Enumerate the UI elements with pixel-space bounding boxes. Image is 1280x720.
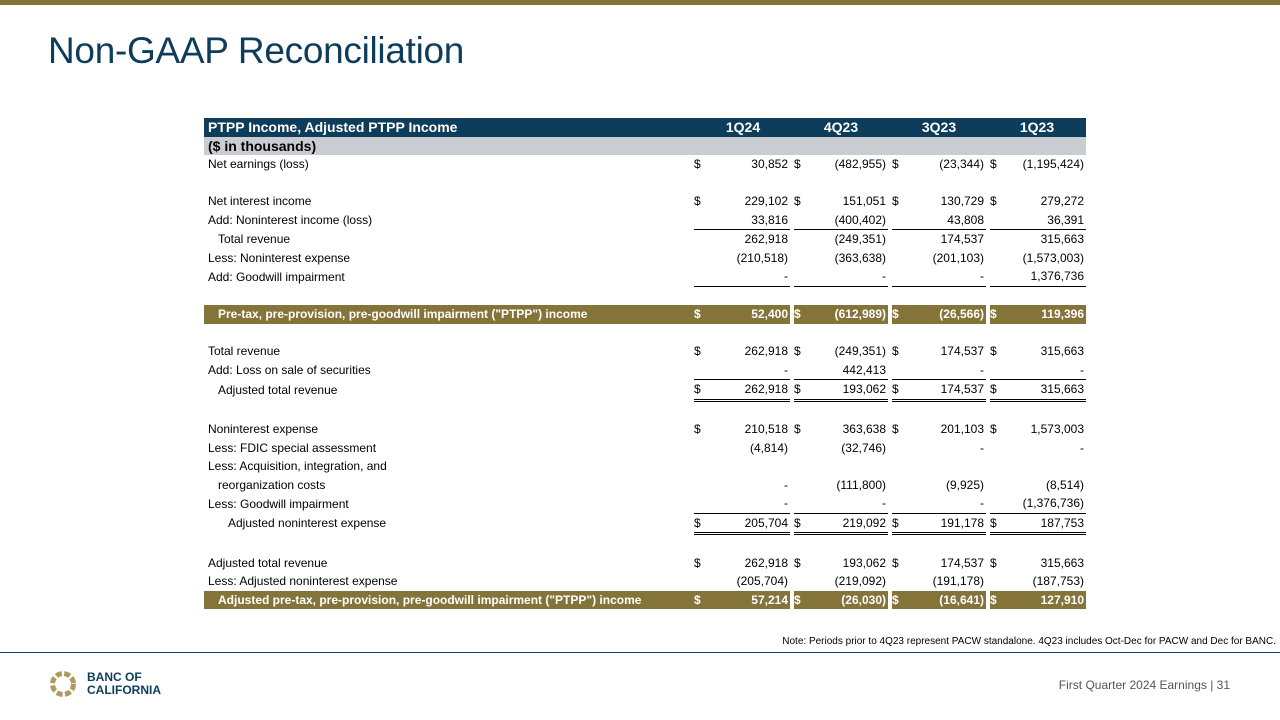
value-cell: -	[900, 361, 988, 380]
value-cell: 363,638	[802, 420, 890, 439]
value-cell: 57,214	[704, 591, 792, 610]
currency-sign	[890, 267, 900, 286]
row-label: Adjusted pre-tax, pre-provision, pre-goodwill impairment ("PTPP") income	[204, 591, 694, 610]
table-row	[204, 155, 1086, 174]
value-cell: -	[900, 494, 988, 513]
row-label: reorganization costs	[218, 477, 326, 492]
value-cell: (111,800)	[802, 476, 890, 495]
currency-sign: $	[694, 157, 701, 172]
value-cell: (482,955)	[802, 155, 890, 174]
currency-sign	[988, 457, 998, 476]
logo-line-1: BANC OF	[87, 670, 142, 684]
value-cell	[900, 457, 988, 476]
row-label: Less: Noninterest expense	[208, 250, 351, 265]
value-cell: (363,638)	[802, 249, 890, 268]
currency-sign	[890, 457, 900, 476]
period-header: 1Q24	[694, 118, 792, 137]
currency-sign	[988, 249, 998, 268]
value-cell: 187,753	[998, 513, 1086, 534]
table-row	[204, 476, 1086, 495]
currency-sign	[890, 572, 900, 591]
value-cell: (1,195,424)	[1022, 157, 1084, 172]
currency-sign	[792, 211, 802, 230]
logo-line-2: CALIFORNIA	[87, 683, 161, 697]
value-cell: (201,103)	[900, 249, 988, 268]
currency-sign	[890, 361, 900, 380]
value-cell: 174,537	[900, 554, 988, 573]
currency-sign: $	[892, 555, 899, 570]
value-cell: -	[802, 267, 890, 286]
value-cell: (8,514)	[1045, 477, 1084, 492]
value-cell: -	[704, 361, 792, 380]
currency-sign: $	[794, 194, 801, 209]
value-cell: (9,925)	[900, 476, 988, 495]
value-cell: 1,376,736	[998, 267, 1086, 286]
currency-sign	[694, 230, 704, 249]
value-cell: 119,396	[998, 305, 1086, 324]
row-label: Adjusted total revenue	[208, 555, 328, 570]
currency-sign: $	[794, 422, 801, 437]
currency-sign	[988, 439, 998, 458]
value-cell: 262,918	[704, 380, 792, 401]
currency-sign	[694, 249, 704, 268]
currency-sign	[988, 267, 998, 286]
value-cell: 174,537	[900, 380, 988, 401]
currency-sign: $	[694, 305, 704, 324]
table-row	[204, 249, 1086, 268]
value-cell: -	[900, 439, 988, 458]
currency-sign: $	[892, 422, 899, 437]
table-row	[204, 513, 1086, 534]
row-label: Less: FDIC special assessment	[208, 440, 377, 455]
row-label: Total revenue	[208, 344, 281, 359]
value-cell	[704, 457, 792, 476]
table-subheader-row	[204, 137, 1086, 156]
period-header: 1Q23	[988, 118, 1086, 137]
value-cell: (1,376,736)	[998, 494, 1086, 513]
value-cell: 201,103	[900, 420, 988, 439]
currency-sign	[694, 211, 704, 230]
currency-sign: $	[694, 344, 701, 359]
value-cell: -	[704, 476, 792, 495]
value-cell: (1,573,003)	[1022, 250, 1084, 265]
currency-sign	[792, 457, 802, 476]
spacer-row	[204, 324, 1086, 343]
value-cell: (210,518)	[704, 249, 792, 268]
currency-sign: $	[794, 555, 801, 570]
value-cell: 315,663	[1040, 232, 1084, 247]
table-row	[204, 380, 1086, 401]
value-cell: (32,746)	[802, 439, 890, 458]
value-cell: 262,918	[704, 342, 792, 361]
value-cell: (249,351)	[802, 342, 890, 361]
table-row	[204, 192, 1086, 211]
currency-sign	[694, 457, 704, 476]
table-header-label: PTPP Income, Adjusted PTPP Income	[204, 118, 694, 137]
currency-sign	[792, 439, 802, 458]
table-row	[204, 457, 1086, 476]
table-row	[204, 554, 1086, 573]
currency-sign: $	[694, 194, 701, 209]
currency-sign	[792, 361, 802, 380]
row-label: Total revenue	[218, 232, 291, 246]
row-label: Net interest income	[208, 194, 312, 209]
value-cell: 205,704	[704, 513, 792, 534]
table-row	[204, 267, 1086, 286]
row-label: Adjusted total revenue	[218, 382, 338, 397]
currency-sign: $	[988, 380, 998, 401]
currency-sign	[988, 572, 998, 591]
table-row	[204, 230, 1086, 249]
table-row	[204, 494, 1086, 513]
currency-sign	[890, 439, 900, 458]
value-cell: -	[704, 494, 792, 513]
currency-sign: $	[988, 591, 998, 610]
page-title: Non-GAAP Reconciliation	[48, 30, 465, 71]
value-cell: 219,092	[802, 513, 890, 534]
currency-sign	[890, 249, 900, 268]
spacer-row	[204, 400, 1086, 420]
currency-sign: $	[792, 591, 802, 610]
row-label: Less: Acquisition, integration, and	[208, 459, 387, 474]
row-label: Add: Loss on sale of securities	[208, 363, 371, 377]
value-cell: 30,852	[704, 155, 792, 174]
value-cell	[998, 457, 1086, 476]
value-cell: (4,814)	[704, 439, 792, 458]
value-cell: -	[900, 267, 988, 286]
currency-sign	[890, 476, 900, 495]
value-cell: (26,566)	[900, 305, 988, 324]
currency-sign	[694, 439, 704, 458]
currency-sign: $	[792, 380, 802, 401]
period-header: 4Q23	[792, 118, 890, 137]
spacer-row	[204, 534, 1086, 554]
currency-sign	[988, 476, 998, 495]
currency-sign	[792, 494, 802, 513]
table-row	[204, 211, 1086, 230]
banc-logo-icon	[48, 669, 78, 699]
value-cell: 33,816	[704, 211, 792, 230]
currency-sign: $	[990, 194, 997, 209]
table-row	[204, 439, 1086, 458]
currency-sign: $	[892, 194, 899, 209]
value-cell: -	[998, 361, 1086, 380]
value-cell: 174,537	[900, 230, 988, 249]
logo-wordmark	[87, 671, 161, 697]
currency-sign	[988, 211, 998, 230]
value-cell: (187,753)	[1032, 574, 1084, 589]
value-cell: 262,918	[704, 554, 792, 573]
value-cell: 315,663	[1040, 555, 1084, 570]
footer-divider	[0, 652, 1280, 653]
row-label: Add: Goodwill impairment	[208, 269, 345, 284]
value-cell: 174,537	[900, 342, 988, 361]
value-cell: 279,272	[1040, 194, 1084, 209]
row-label: Noninterest expense	[208, 422, 319, 437]
currency-sign: $	[890, 305, 900, 324]
currency-sign: $	[694, 591, 704, 610]
currency-sign	[988, 230, 998, 249]
value-cell: (612,989)	[802, 305, 890, 324]
currency-sign	[694, 494, 704, 513]
spacer-row	[204, 286, 1086, 305]
page-footer: First Quarter 2024 Earnings | 31	[1058, 678, 1230, 692]
row-label: Net earnings (loss)	[208, 157, 309, 172]
value-cell: 193,062	[802, 554, 890, 573]
currency-sign: $	[892, 344, 899, 359]
currency-sign: $	[694, 422, 701, 437]
value-cell: 130,729	[900, 192, 988, 211]
row-label: Less: Adjusted noninterest expense	[208, 574, 398, 589]
value-cell: -	[802, 494, 890, 513]
currency-sign: $	[990, 422, 997, 437]
currency-sign	[988, 494, 998, 513]
value-cell: (191,178)	[900, 572, 988, 591]
value-cell: 193,062	[802, 380, 890, 401]
value-cell: 36,391	[998, 211, 1086, 230]
value-cell: 229,102	[704, 192, 792, 211]
row-label: Adjusted noninterest expense	[228, 516, 387, 531]
currency-sign: $	[988, 305, 998, 324]
value-cell: (249,351)	[802, 230, 890, 249]
value-cell: (219,092)	[802, 572, 890, 591]
value-cell: 127,910	[998, 591, 1086, 610]
currency-sign	[792, 572, 802, 591]
currency-sign: $	[694, 555, 701, 570]
currency-sign: $	[890, 591, 900, 610]
value-cell: 315,663	[1040, 344, 1084, 359]
spacer-row	[204, 174, 1086, 193]
value-cell: 191,178	[900, 513, 988, 534]
currency-sign	[792, 249, 802, 268]
table-row	[204, 342, 1086, 361]
currency-sign	[890, 211, 900, 230]
period-header: 3Q23	[890, 118, 988, 137]
top-accent-bar	[0, 0, 1280, 5]
currency-sign	[694, 476, 704, 495]
value-cell: -	[1080, 440, 1084, 455]
currency-sign: $	[990, 555, 997, 570]
value-cell: 43,808	[900, 211, 988, 230]
currency-sign: $	[792, 513, 802, 534]
currency-sign	[988, 361, 998, 380]
currency-sign: $	[892, 157, 899, 172]
value-cell	[802, 457, 890, 476]
footnote: Note: Periods prior to 4Q23 represent PACW standalone. 4Q23 includes Oct-Dec for PACW and Dec for BANC.	[782, 636, 1276, 647]
row-label: Add: Noninterest income (loss)	[208, 213, 373, 227]
table-row	[204, 420, 1086, 439]
value-cell: 210,518	[704, 420, 792, 439]
currency-sign: $	[694, 380, 704, 401]
value-cell: (16,641)	[900, 591, 988, 610]
value-cell: 1,573,003	[1030, 422, 1084, 437]
value-cell: (26,030)	[802, 591, 890, 610]
currency-sign: $	[990, 344, 997, 359]
currency-sign: $	[890, 513, 900, 534]
value-cell: 52,400	[704, 305, 792, 324]
table-row	[204, 361, 1086, 380]
currency-sign	[694, 572, 704, 591]
currency-sign	[890, 494, 900, 513]
reconciliation-table	[204, 118, 1086, 609]
currency-sign	[792, 267, 802, 286]
value-cell: -	[704, 267, 792, 286]
value-cell: (205,704)	[704, 572, 792, 591]
value-cell: 151,051	[802, 192, 890, 211]
table-header-row	[204, 118, 1086, 137]
currency-sign	[792, 476, 802, 495]
row-label: Less: Goodwill impairment	[208, 496, 349, 511]
currency-sign: $	[794, 157, 801, 172]
ptpp-income-row	[204, 305, 1086, 324]
currency-sign: $	[988, 513, 998, 534]
currency-sign	[890, 230, 900, 249]
row-label: Pre-tax, pre-provision, pre-goodwill impairment ("PTPP") income	[204, 305, 694, 324]
units-label: ($ in thousands)	[204, 137, 1086, 156]
adjusted-ptpp-income-row	[204, 591, 1086, 610]
value-cell: (23,344)	[900, 155, 988, 174]
currency-sign	[694, 361, 704, 380]
table-row	[204, 572, 1086, 591]
currency-sign: $	[792, 305, 802, 324]
value-cell: 442,413	[802, 361, 890, 380]
currency-sign	[694, 267, 704, 286]
value-cell: 262,918	[704, 230, 792, 249]
value-cell: 315,663	[998, 380, 1086, 401]
currency-sign: $	[794, 344, 801, 359]
currency-sign: $	[694, 513, 704, 534]
value-cell: (400,402)	[802, 211, 890, 230]
currency-sign	[792, 230, 802, 249]
currency-sign: $	[890, 380, 900, 401]
currency-sign: $	[990, 157, 997, 172]
